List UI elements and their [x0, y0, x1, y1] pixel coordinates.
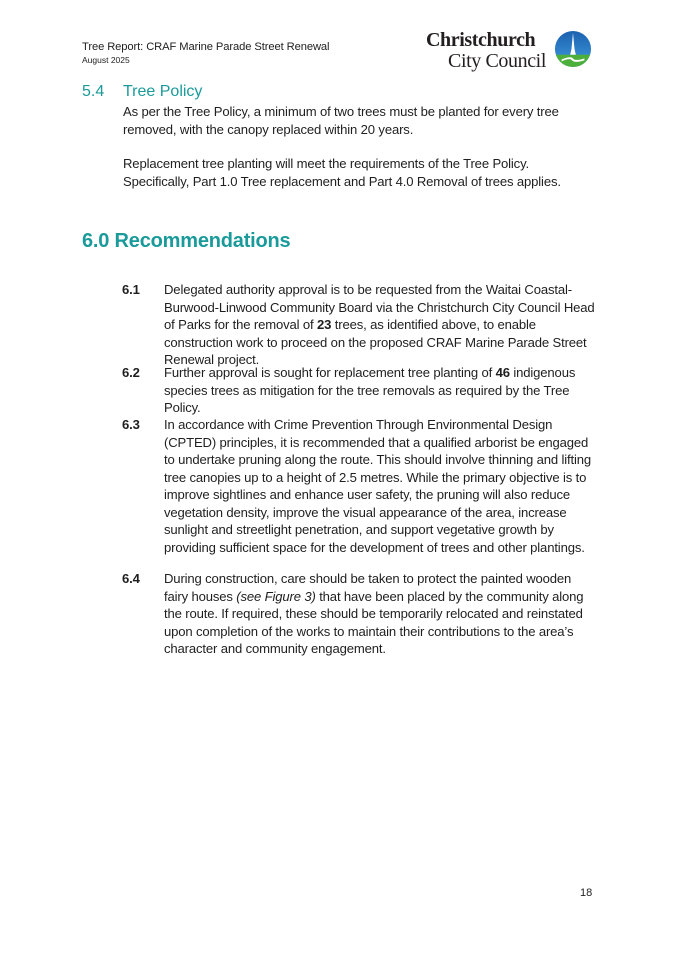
text: Delegated authority approval is to be requested from the Waitai Coastal-Burwood-Linwood Community Board via the Christchurch City Council Head of Parks for the removal of	[164, 282, 595, 332]
item-text: In accordance with Crime Prevention Through Environmental Design (CPTED) principles, it is recommended that a qualified arborist be engaged to undertake pruning along the route. This should involve thinning and lifting tree canopies up to a height of 2.5 metres. While the primary objective is to improve sightlines and enhance user safety, the pruning will also reduce vegetation density, improve the visual appearance of the area, increase sunlight and streetlight penetration, and support vegetative growth by providing sufficient space for the development of trees and other plantings.	[164, 417, 591, 555]
item-text	[164, 281, 596, 369]
christchurch-city-council-logo	[426, 29, 596, 73]
figure-reference: (see Figure 3)	[236, 588, 316, 604]
text: trees, as identified above, to enable construction work to proceed on the proposed CRAF Marine Parade Street Renewal project.	[164, 317, 587, 367]
text: Further approval is sought for replacement tree planting of	[164, 365, 496, 380]
cathedral-spire-emblem-icon	[554, 30, 592, 68]
section-heading-recommendations: 6.0 Recommendations	[82, 230, 291, 252]
item-number: 6.1	[122, 282, 140, 297]
item-text	[164, 364, 596, 417]
page-number: 18	[580, 887, 593, 899]
item-number: 6.4	[122, 571, 140, 586]
item-number: 6.3	[122, 417, 140, 432]
tree-removal-count: 23	[317, 317, 332, 332]
section-number: 5.4	[82, 83, 105, 100]
text: that have been placed by the community along the route. If required, these should be temporarily relocated and reinstated upon completion of the works to maintain their contributions to the area’s character and community engagement.	[164, 588, 584, 656]
item-text	[164, 570, 596, 658]
section-title: Tree Policy	[123, 83, 203, 100]
text: indigenous species trees as mitigation for the tree removals as required by the Tree Policy.	[164, 365, 576, 415]
text: During construction, care should be taken to protect the painted wooden fairy houses	[164, 571, 572, 604]
item-number: 6.2	[122, 365, 140, 380]
replacement-tree-count: 46	[495, 365, 510, 380]
paragraph: As per the Tree Policy, a minimum of two trees must be planted for every tree removed, with the canopy replaced within 20 years.	[123, 104, 559, 137]
logo-line-2: City Council	[448, 50, 546, 72]
paragraph: Replacement tree planting will meet the requirements of the Tree Policy. Specifically, Part 1.0 Tree replacement and Part 4.0 Removal of trees applies.	[123, 156, 561, 189]
logo-line-1: Christchurch	[426, 29, 536, 51]
report-title: Tree Report: CRAF Marine Parade Street Renewal	[82, 41, 330, 53]
report-date: August 2025	[82, 55, 130, 65]
